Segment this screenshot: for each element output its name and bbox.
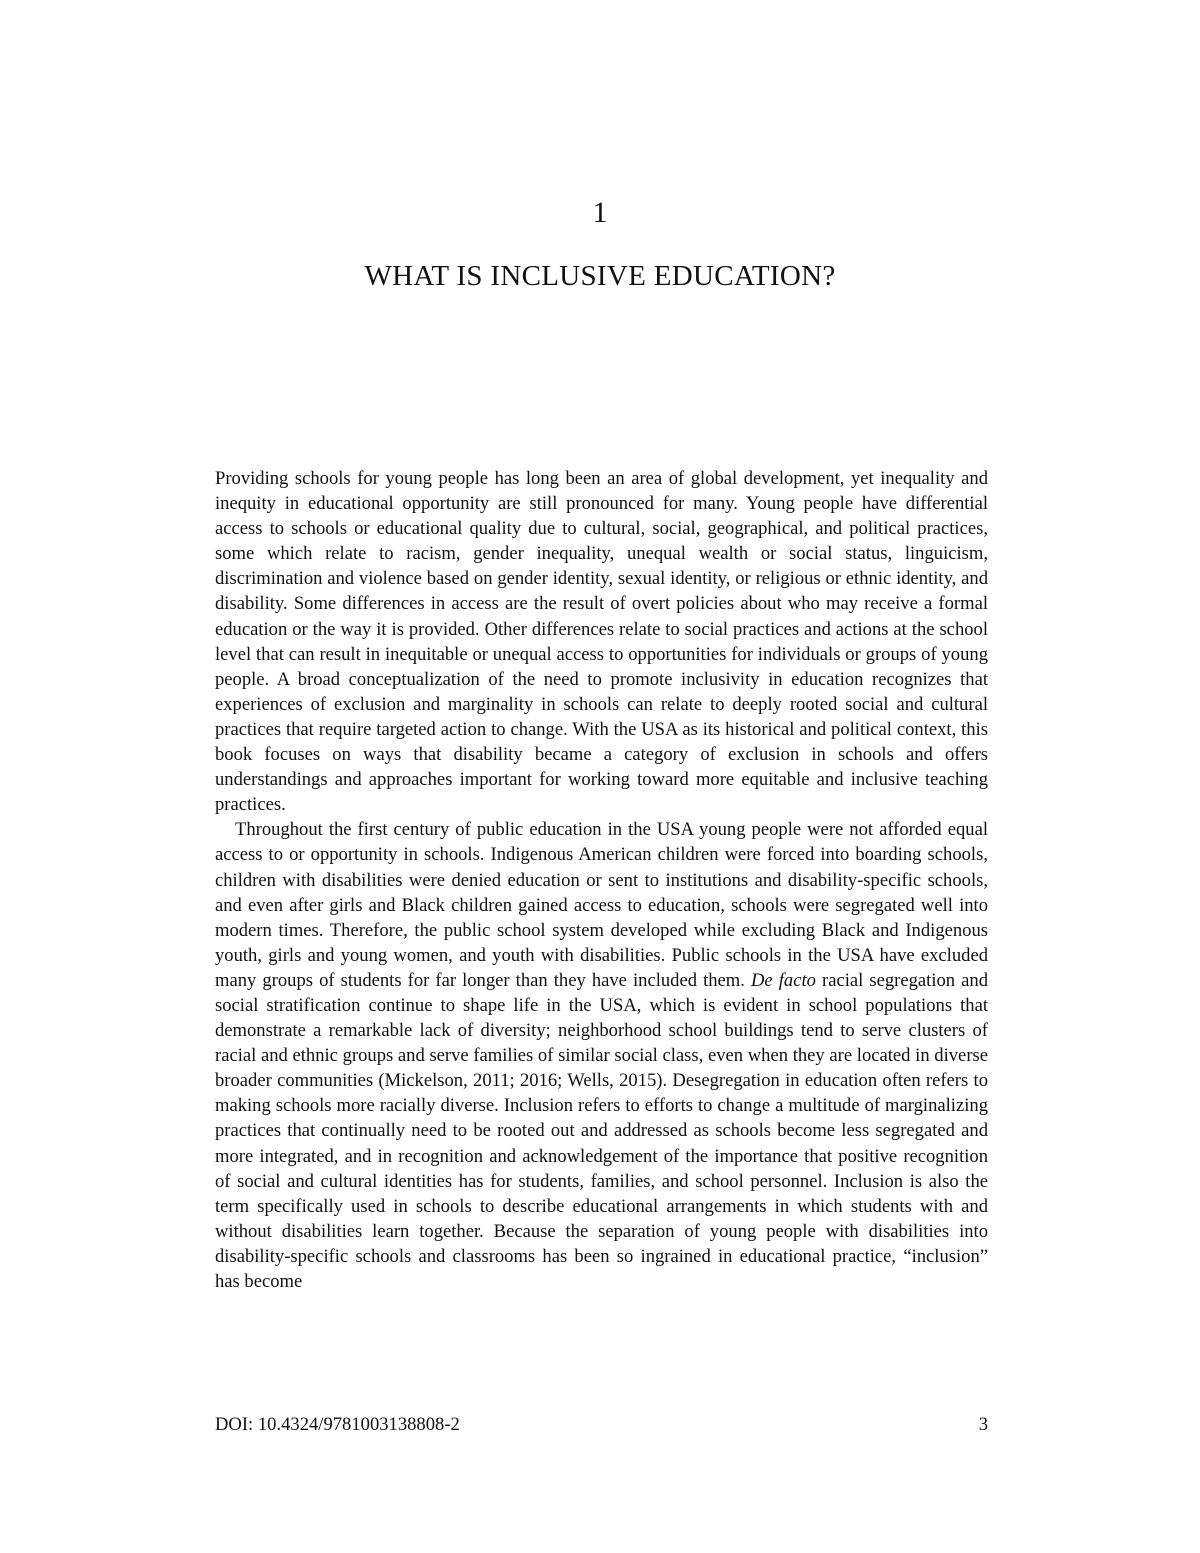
paragraph-1: Providing schools for young people has long been an area of global development, yet inequality and inequity in educational opportunity are still pronounced for many. Young people have differential access to schools or educational quality due to cultural, social, geographical, and political practices, some which relate to racism, gender inequality, unequal wealth or social status, linguicism, discrimination and violence based on gender identity, sexual identity, or religious or ethnic identity, and disability. Some differences in access are the result of overt policies about who may receive a formal education or the way it is provided. Other differences relate to social practices and actions at the school level that can result in inequitable or unequal access to opportunities for individuals or groups of young people. A broad conceptualization of the need to promote inclusivity in education recognizes that experiences of exclusion and marginality in schools can relate to deeply rooted social and cultural practices that require targeted action to change. With the USA as its historical and political context, this book focuses on ways that disability became a category of exclusion in schools and offers understandings and approaches important for working toward more equitable and inclusive teaching practices. [215,468,988,816]
paragraph-2-italic-term: De facto [751,969,816,991]
paragraph-2 [215,817,988,1294]
page-number: 3 [978,1414,988,1435]
chapter-title: WHAT IS INCLUSIVE EDUCATION? [364,260,836,292]
paragraph-2-text-a: Throughout the first century of public education in the USA young people were not afforded equal access to or opportunity in schools. Indigenous American children were forced into boarding schools, children with disabilities were denied education or sent to institutions and disability-specific schools, and even after girls and Black children gained access to education, schools were segregated well into modern times. Therefore, the public school system developed while excluding Black and Indigenous youth, girls and young women, and youth with disabilities. Public schools in the USA have excluded many groups of students for far longer than they have included them. [215,819,988,991]
chapter-number: 1 [592,196,608,229]
chapter-body [215,466,988,1294]
paragraph-2-text-b: racial segregation and social stratification continue to shape life in the USA, which is evident in school populations that demonstrate a remarkable lack of diversity; neighborhood school buildings tend to serve clusters of racial and ethnic groups and serve families of similar social class, even when they are located in diverse broader communities (Mickelson, 2011; 2016; Wells, 2015). Desegregation in education often refers to making schools more racially diverse. Inclusion refers to efforts to change a multitude of marginalizing practices that continually need to be rooted out and addressed as schools become less segregated and more integrated, and in recognition and acknowledgement of the importance that positive recognition of social and cultural identities has for students, families, and school personnel. Inclusion is also the term specifically used in schools to describe educational arrangements in which students with and without disabilities learn together. Because the separation of young people with disabilities into disability-specific schools and classrooms has been so ingrained in educational practice, “inclusion” has become [215,969,988,1292]
doi-label: DOI: 10.4324/9781003138808-2 [215,1414,460,1435]
